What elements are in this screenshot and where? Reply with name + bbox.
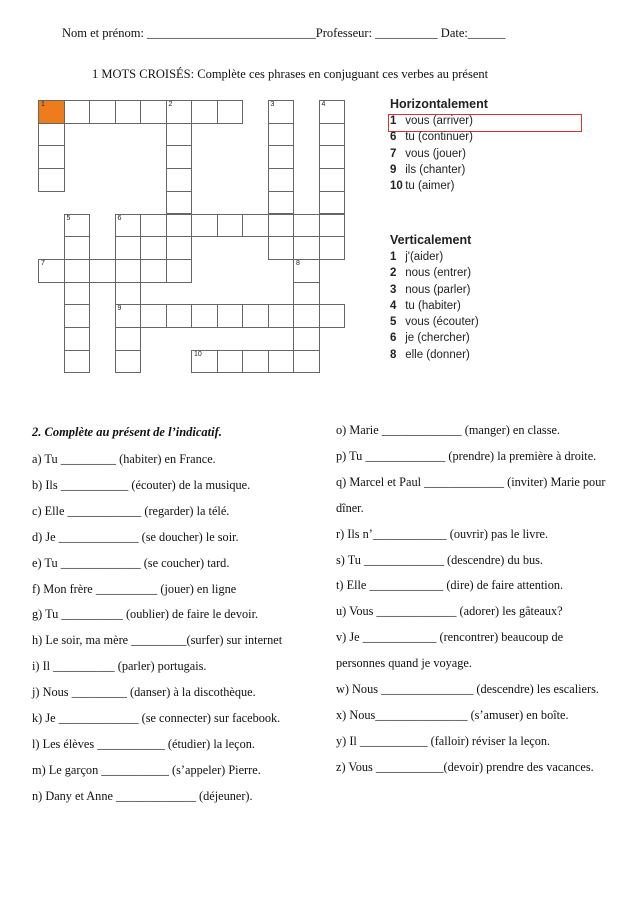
- crossword-cell: [319, 168, 346, 192]
- crossword-cell: [242, 304, 269, 328]
- exercise-item-e: e) Tu _____________ (se coucher) tard.: [32, 555, 230, 570]
- crossword-cell: [115, 304, 142, 328]
- crossword-cell: [293, 327, 320, 351]
- crossword-cell: [319, 100, 346, 124]
- crossword-cell: [319, 236, 346, 260]
- clue-v-5: 5 vous (écouter): [390, 316, 479, 329]
- crossword-cell-number: 8: [296, 259, 300, 267]
- crossword-cell: [38, 145, 65, 169]
- exercise-item-c: c) Elle ____________ (regarder) la télé.: [32, 503, 230, 518]
- clue-v-1: 1 j'(aider): [390, 251, 444, 263]
- crossword-cell: [115, 282, 142, 306]
- crossword-cell: [140, 100, 167, 124]
- exercise-item-p: p) Tu _____________ (prendre) la première à droite.: [336, 448, 597, 463]
- clue-v-2: 2 nous (entrer): [390, 267, 472, 280]
- crossword-cell-number: 6: [117, 214, 122, 222]
- crossword-cell-number: 4: [321, 101, 326, 108]
- exercise-item-n: n) Dany et Anne _____________ (déjeuner).: [32, 788, 253, 803]
- exercise-item-h: h) Le soir, ma mère _________(surfer) sur internet: [32, 633, 283, 648]
- crossword-cell: [268, 214, 295, 238]
- crossword-cell: [166, 145, 193, 169]
- crossword-cell: [166, 191, 193, 215]
- crossword-cell: [64, 236, 91, 260]
- horizontal-title: Horizontalement: [390, 97, 488, 111]
- crossword-cell: [268, 123, 295, 147]
- crossword-cell: [166, 259, 193, 283]
- exercise-item-s: s) Tu _____________ (descendre) du bus.: [336, 552, 543, 567]
- crossword-cell: [268, 145, 295, 169]
- crossword-cell: [64, 350, 91, 374]
- clue-v-6: 6 je (chercher): [390, 332, 470, 345]
- crossword-cell: [191, 100, 218, 124]
- crossword-cell: [166, 123, 193, 147]
- crossword-cell: [268, 304, 295, 328]
- crossword-cell: [115, 327, 142, 351]
- crossword-cell: [293, 304, 320, 328]
- exercise-item-x: x) Nous_______________ (s’amuser) en boîte.: [336, 707, 569, 722]
- crossword-cell: [319, 304, 346, 328]
- crossword-cell-number: 3: [270, 101, 275, 108]
- exercise-item-u: u) Vous _____________ (adorer) les gâteaux?: [336, 604, 563, 619]
- crossword-cell: [293, 350, 320, 374]
- crossword-cell: [64, 100, 91, 124]
- exercise-item-b: b) Ils ___________ (écouter) de la musique.: [32, 477, 251, 492]
- crossword-cell: [38, 100, 65, 124]
- crossword-cell: [217, 350, 244, 374]
- crossword-cell: [268, 168, 295, 192]
- crossword-cell: [64, 259, 91, 283]
- exercise-item-w: w) Nous _______________ (descendre) les escaliers.: [336, 682, 599, 697]
- crossword-cell: [217, 100, 244, 124]
- exercise-column-left: [32, 447, 307, 810]
- crossword-cell: [319, 214, 346, 238]
- crossword-cell: [64, 282, 91, 306]
- crossword-cell: [166, 214, 193, 238]
- crossword-cell: [140, 304, 167, 328]
- exercise-item-i: i) Il __________ (parler) portugais.: [32, 659, 207, 674]
- crossword-cell: [166, 168, 193, 192]
- crossword-cell: [191, 350, 218, 374]
- crossword-cell: [166, 236, 193, 260]
- section-2-title: 2. Complète au présent de l’indicatif.: [32, 425, 222, 439]
- header-line: Nom et prénom: ___________________________Professeur: __________ Date:______: [62, 26, 506, 40]
- exercise-item-v: v) Je ____________ (rencontrer) beaucoup de personnes quand je voyage.: [336, 630, 564, 671]
- exercise-item-d: d) Je _____________ (se doucher) le soir.: [32, 529, 239, 544]
- crossword-cell: [268, 350, 295, 374]
- exercise-item-z: z) Vous ___________(devoir) prendre des vacances.: [336, 759, 594, 774]
- crossword-cell: [242, 214, 269, 238]
- crossword-cell: [115, 259, 142, 283]
- clue-v-8: 8 elle (donner): [390, 348, 470, 361]
- crossword-cell: [217, 214, 244, 238]
- clue-h-9: 9 ils (chanter): [390, 163, 466, 176]
- vertical-title: Verticalement: [390, 233, 472, 247]
- vertical-clues: [390, 233, 479, 363]
- crossword-cell: [166, 100, 193, 124]
- exercise-item-t: t) Elle ____________ (dire) de faire attention.: [336, 578, 564, 593]
- crossword-cell: [319, 145, 346, 169]
- exercise-item-m: m) Le garçon ___________ (s’appeler) Pierre.: [32, 762, 261, 777]
- crossword-cell: [268, 100, 295, 124]
- crossword-cell: [293, 282, 320, 306]
- exercise-item-o: o) Marie _____________ (manger) en classe.: [336, 423, 561, 437]
- exercise-item-l: l) Les élèves ___________ (étudier) la leçon.: [32, 736, 255, 751]
- crossword-cell: [140, 214, 167, 238]
- clue-h-6: 6 tu (continuer): [390, 131, 473, 144]
- clue-h-10: 10 tu (aimer): [390, 180, 455, 193]
- crossword-cell: [217, 304, 244, 328]
- crossword-cell: [38, 123, 65, 147]
- exercise-item-f: f) Mon frère __________ (jouer) en ligne: [32, 581, 237, 596]
- exercise-item-y: y) Il ___________ (falloir) réviser la leçon.: [336, 733, 551, 748]
- exercise-item-q: q) Marcel et Paul _____________ (inviter) Marie pour dîner.: [336, 474, 606, 515]
- crossword-cell: [64, 214, 91, 238]
- exercise-item-g: g) Tu __________ (oublier) de faire le devoir.: [32, 607, 259, 622]
- crossword-cell: [319, 123, 346, 147]
- crossword-cell: [293, 259, 320, 283]
- crossword-cell: [242, 350, 269, 374]
- crossword-cell: [191, 214, 218, 238]
- crossword-cell: [268, 236, 295, 260]
- crossword-cell: [89, 259, 116, 283]
- exercise-item-k: k) Je _____________ (se connecter) sur facebook.: [32, 711, 281, 726]
- clue-v-3: 3 nous (parler): [390, 283, 471, 296]
- crossword-cell-number: 2: [168, 101, 173, 108]
- crossword-cell: [115, 236, 142, 260]
- crossword-cell: [89, 100, 116, 124]
- exercise-item-a: a) Tu _________ (habiter) en France.: [32, 452, 216, 466]
- crossword-cell: [115, 350, 142, 374]
- exercise-item-j: j) Nous _________ (danser) à la discothèque.: [32, 685, 256, 700]
- crossword-cell: [268, 191, 295, 215]
- exercise-column-right: [336, 418, 611, 781]
- crossword-cell-number: 10: [194, 350, 202, 358]
- crossword-cell: [64, 327, 91, 351]
- crossword-cell: [191, 304, 218, 328]
- crossword-cell-number: 9: [117, 305, 122, 313]
- crossword-cell: [293, 214, 320, 238]
- exercise-item-r: r) Ils n’____________ (ouvrir) pas le livre.: [336, 526, 549, 541]
- crossword-cell-number: 5: [66, 214, 71, 222]
- clue-h-7: 7 vous (jouer): [390, 147, 466, 160]
- crossword-cell: [166, 304, 193, 328]
- crossword-cell: [140, 259, 167, 283]
- crossword-cell: [64, 304, 91, 328]
- clue-v-4: 4 tu (habiter): [390, 299, 461, 312]
- crossword-cell: [115, 214, 142, 238]
- crossword-cell: [319, 191, 346, 215]
- section-1-title: 1 MOTS CROISÉS: Complète ces phrases en conjuguant ces verbes au présent: [92, 67, 489, 81]
- horizontal-clues: [390, 97, 488, 194]
- crossword-cell: [115, 100, 142, 124]
- crossword-cell-number: 7: [41, 259, 45, 267]
- crossword-cell: [38, 259, 65, 283]
- crossword-cell-number: 1: [41, 101, 45, 108]
- crossword-cell: [38, 168, 65, 192]
- clue-h-1: 1 vous (arriver): [390, 115, 473, 127]
